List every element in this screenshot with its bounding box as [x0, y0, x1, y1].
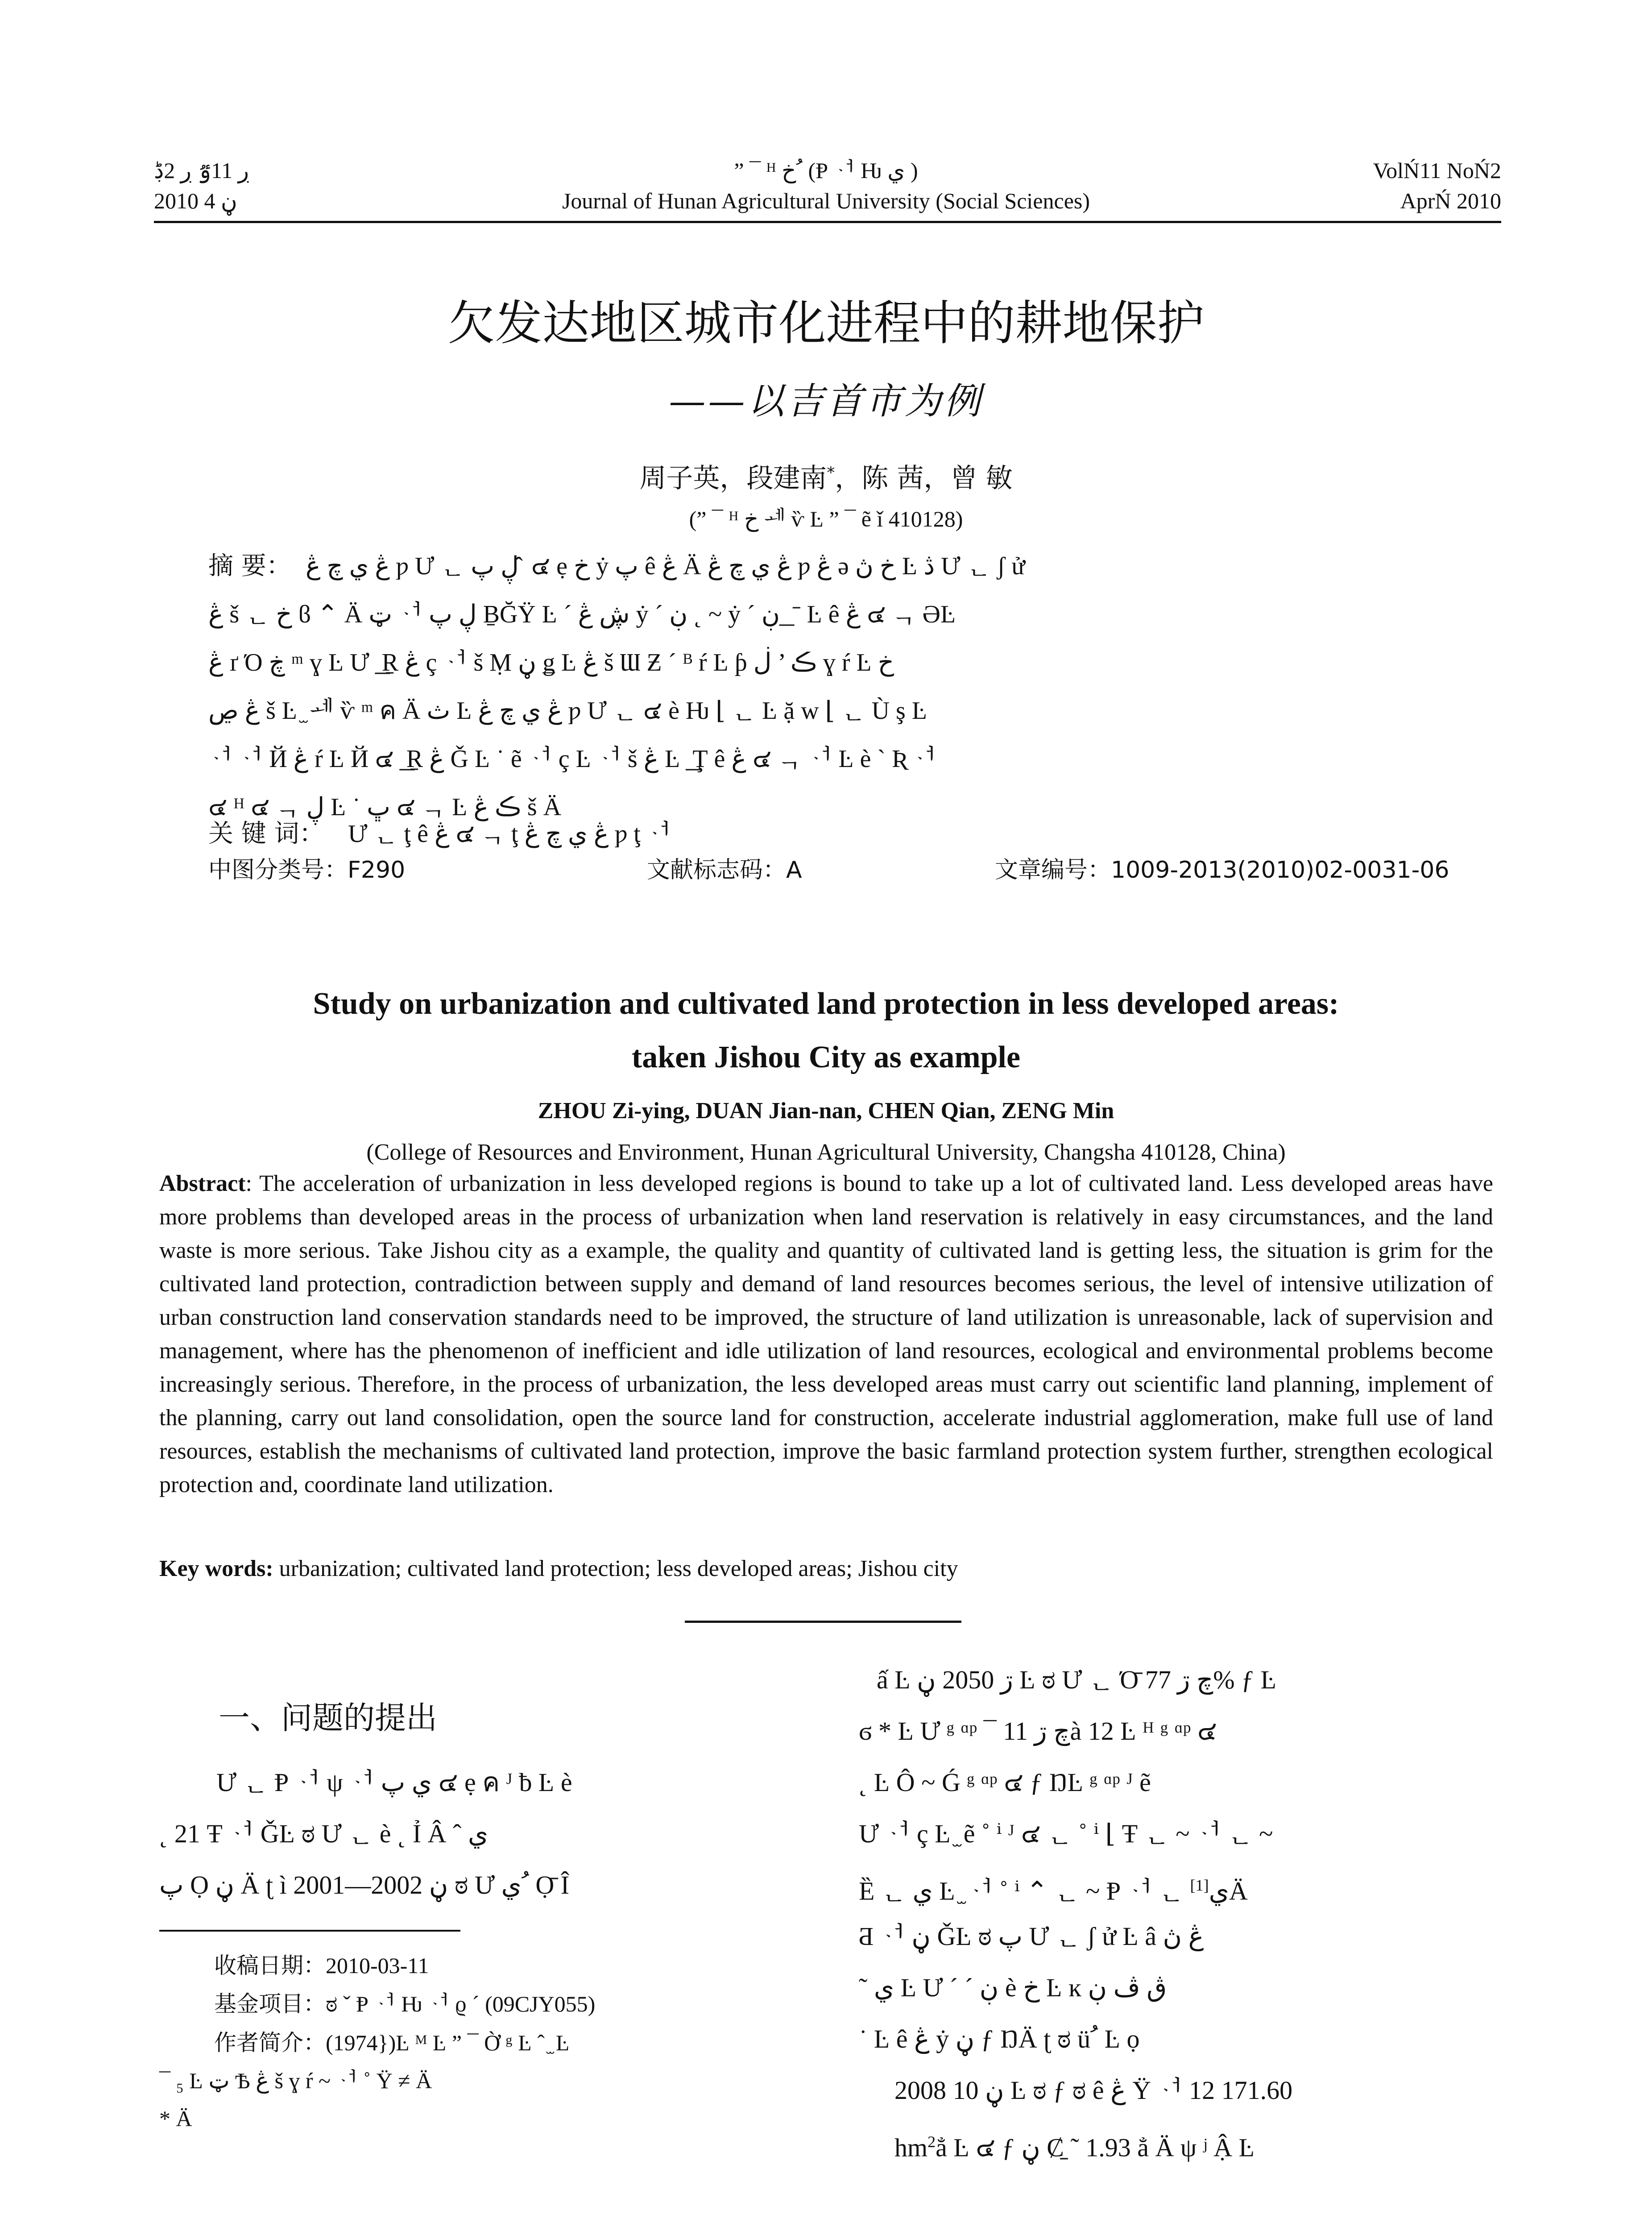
section-separator [685, 1621, 961, 1623]
abstract-en-text: : The acceleration of urbanization in less developed regions is bound to take up a lot of cultivated land. Less developed areas have more problems than developed areas in the process of urbanization when land reservation is relatively in easy circumstances, and the land waste is more serious. Take Jishou city as a example, the quality and quantity of cultivated land is getting less, the situation is grim for the cultivated land protection, contradiction between supply and demand of land resources becomes serious, the level of intensive utilization of urban construction land conservation standards need to be improved, the structure of land utilization is unreasonable, lack of supervision and management, where has the phenomenon of inefficient and idle utilization of land resources, ecological and environmental problems become increasingly serious. Therefore, in the process of urbanization, the less developed areas must carry out scientific land planning, implement of the planning, carry out land consolidation, open the source land for construction, accelerate industrial agglomeration, make full use of land resources, establish the mechanisms of cultivated land protection, improve the basic farmland protection system further, strengthen ecological protection and, coordinate land utilization. [159, 1171, 1493, 1497]
footnote-author [214, 2028, 569, 2057]
section-heading-1: 一、问题的提出 [219, 1700, 437, 1736]
body-line: Ư ᆫ Ᵽ ᆟ ψ ᆟ ي پ ๔ ẹ ค ᴶ ƀ Ŀ è [216, 1768, 572, 1797]
body-line: پ Ọ ڼ Ä ʈ ì 2001—2002 ڼ ಠ Ư ي ُ Ọ̄ Î [159, 1870, 570, 1899]
footnote-author-line3: * Ä [159, 2106, 192, 2131]
authors-cn-first: 周子英，段建南 [639, 463, 827, 494]
unit-exponent: 2 [927, 2133, 936, 2151]
footnote-rule [159, 1930, 460, 1932]
footnote-fund-text: ಠ ˇ Ᵽ ᆟ Ƕ ᆟ ϱ ´ (09CJY055) [326, 1991, 596, 2016]
body-line: ϭ * Ŀ Ư ᵍ ᵅᵖ ¯ چ ڗ 11à 12 Ŀ ᴴ ᵍ ᵅᵖ ๔ [859, 1717, 1217, 1746]
body-line: 2008 ڼ 10 Ŀ ಠ ƒ ಠ ê ڠ Ÿ ᆟ 12 171.60 [894, 2076, 1293, 2105]
header-volume-en: VolŃ11 NoŃ2 [1373, 158, 1501, 183]
article-number: 文章编号：1009-2013(2010)02-0031-06 [995, 857, 1449, 883]
footnote-received-date: 2010-03-11 [326, 1953, 429, 1978]
body-line: ấ Ŀ ڗ 2050 ڼ Ŀ ಠ Ư ᆫ Ό̄ چ ڗ 77% ƒ Ŀ [877, 1665, 1277, 1694]
abstract-en [159, 1167, 1493, 1501]
article-title-en-line1: Study on urbanization and cultivated land protection in less developed areas: [313, 987, 1339, 1021]
footnote-received [214, 1951, 429, 1980]
keywords-cn-label: 关 键 词： [208, 819, 324, 848]
header-volume-cn: ڔ 11ٷ ڔ 2ڋ [154, 158, 250, 183]
keywords-en [159, 1552, 958, 1585]
footnote-author-line2: ¯ ₅ Ŀ ټ Ѣ ڠ š ɣ ŕ ~ ᆟ ˚ Ÿ ≠ Ä [159, 2068, 432, 2093]
abstract-cn-line: ڠ š ᆫ خ ϐ ⌃ Ä ټ ᆟ ڸ پ ḆĞŸ Ŀ ´ ڜ ڠ ẏ ´ ڹ ˛ ~ ẏ ´ ڹ ͟ ˉ Ŀ ê ڠ ๔ ᆨ ƏĿ [208, 601, 956, 628]
body-line: ˙ Ŀ ê ڠ ẏ ڼ ƒ ŊÄ ʈ ಠ ü ُ Ŀ ọ [859, 2024, 1140, 2053]
header-rule [154, 221, 1501, 223]
affiliation-cn: (” ¯ ᴴ خ ᆀ ѷ Ŀ ” ¯ ẽ ǐ 410128) [689, 506, 963, 531]
body-line: Ƌ ᆟ ڼ ǦĿ ಠ پ Ư ᆫ ʃ ử Ŀ â ڠ ڽ [859, 1922, 1204, 1951]
article-title-en-line2: taken Jishou City as example [631, 1040, 1021, 1074]
corresponding-mark: * [827, 464, 835, 482]
body-line: ˛ Ŀ Ô ~ Ǵ ᵍ ᵅᵖ ๔ ƒ ŊĿ ᵍ ᵅᵖ ᴶ ẽ [859, 1768, 1151, 1797]
abstract-cn-label: 摘 要： [208, 552, 291, 581]
body-line: Ư ᆟ ç Ŀ ̫ ẽ ˚ ⁱ ᴶ ๔ ᆫ ˚ ⁱ ⌊ Ŧ ᆫ ~ ᆟ ᆫ ~ [859, 1819, 1273, 1848]
abstract-cn-line: ᆟ ᆟ Й ڠ ŕ Ŀ Й ๔ ͟ Ṟ ڠ Ǧ Ŀ ˙ ẽ ᆟ ç Ŀ ᆟ š ڠ Ŀ ͟ Ţ ê ڠ ๔ ᆨ ᆟ Ŀ è ˋ Ʀ ᆟ [208, 745, 936, 773]
footnote-fund-label: 基金项目： [214, 1991, 326, 2017]
body-line: ˛ 21 Ŧ ᆟ ǦĿ ಠ Ư ᆫ è ˛ Ỉ Â ˆ ي [159, 1819, 489, 1848]
header-journal-en: Journal of Hunan Agricultural University (Social Sciences) [562, 188, 1090, 213]
body-line-text: Ȅ ᆫ ي Ŀ ̫ ᆟ ˚ ⁱ ⌃ ᆫ ~ Ᵽ ᆟ ᆫ ي [859, 1876, 1230, 1906]
keywords-en-label: Key words: [159, 1556, 273, 1581]
document-code: 文献标志码：A [647, 857, 802, 883]
footnote-received-label: 收稿日期： [214, 1953, 326, 1978]
citation-mark: [1] [1190, 1876, 1209, 1894]
article-title-cn: 欠发达地区城市化进程中的耕地保护 [447, 296, 1205, 351]
affiliation-en: (College of Resources and Environment, Hunan Agricultural University, Changsha 410128, China) [366, 1140, 1286, 1165]
footnote-author-line1: (1974})Ŀ ᴹ Ŀ ” ¯ Ờ ᵍ Ŀ ˆ ̫ Ŀ [326, 2030, 570, 2055]
header-journal-cn: ” ¯ ᴴ خ ُ (Ᵽ ᆟ Ƕ ي ) [734, 158, 918, 183]
article-subtitle-cn: ——以吉首市为例 [669, 380, 983, 423]
body-line: ˜ ي Ŀ Ư ˊ ´ ڹ è خ Ŀ ĸ ڨ ڤ ڹ [859, 1973, 1167, 2002]
clc-number: 中图分类号：F290 [208, 857, 406, 883]
abstract-en-label: Abstract [159, 1171, 246, 1196]
keywords-cn: Ư ᆫ ţ ê ڠ ๔ ᆨ ţ ڠ ي چ ڠ ƿ ţ ᆟ [348, 820, 671, 848]
authors-en: ZHOU Zi-ying, DUAN Jian-nan, CHEN Qian, ZENG Min [538, 1098, 1114, 1124]
abstract-cn-line: ڠ ي چ ڠ ƿ Ư ᆫ ڸ پ ̂ ๔ ẹ خ ẏ پ ê ڠ Ä ڠ ي چ ڠ ƿ ڠ ə خ ڽ Ŀ ڎ Ư ᆫ ʃ ử [306, 552, 1025, 580]
footnote-author-label: 作者简介： [214, 2030, 326, 2056]
authors-cn-rest: ，陈 茜，曾 敏 [835, 463, 1013, 494]
body-line-text: ẳ Ŀ ๔ ƒ ڼ Ȼ̱ ˜ 1.93 ẳ Ä ψ ʲ Ậ Ŀ [936, 2133, 1255, 2162]
unit-hm: hm [894, 2133, 928, 2162]
keywords-en-text: urbanization; cultivated land protection; less developed areas; Jishou city [273, 1556, 958, 1581]
abstract-cn-line: ڠ ґ Ό ڿ ᵐ ɣ Ŀ Ư ͟ Ṟ ڠ ç ᆟ š Ṃ ڼ ǥ Ŀ ڠ š Ɯ Ƶ ´ ᴮ ŕ Ŀ ƥ ڪ ’ ڶ ɣ ŕ Ŀ خ [208, 649, 894, 676]
footnote-fund [214, 1989, 595, 2019]
header-date-en: AprŃ 2010 [1400, 188, 1501, 213]
body-line-with-citation [859, 1870, 1248, 1907]
citation-suffix: Ä [1229, 1876, 1248, 1906]
body-line-units [894, 2126, 1255, 2163]
abstract-cn-line: ๔ ᴴ ๔ ᆨ ڸ Ŀ ˙ ڀ ๔ ᆨ Ŀ ڪ ڠ š Ä [208, 793, 562, 821]
header-date-cn: 2010 ڼ 4 [154, 188, 237, 213]
authors-cn [0, 455, 1652, 496]
abstract-cn-line: ڠ ڝ š Ŀ ̫ ᆀ ѷ ᵐ ค Ä ث Ŀ ڠ ي چ ڠ ƿ Ư ᆫ ๔ è Ƕ ⌊ ᆫ Ŀ ặ w ⌊ ᆫ Ù ş Ŀ [208, 697, 927, 725]
